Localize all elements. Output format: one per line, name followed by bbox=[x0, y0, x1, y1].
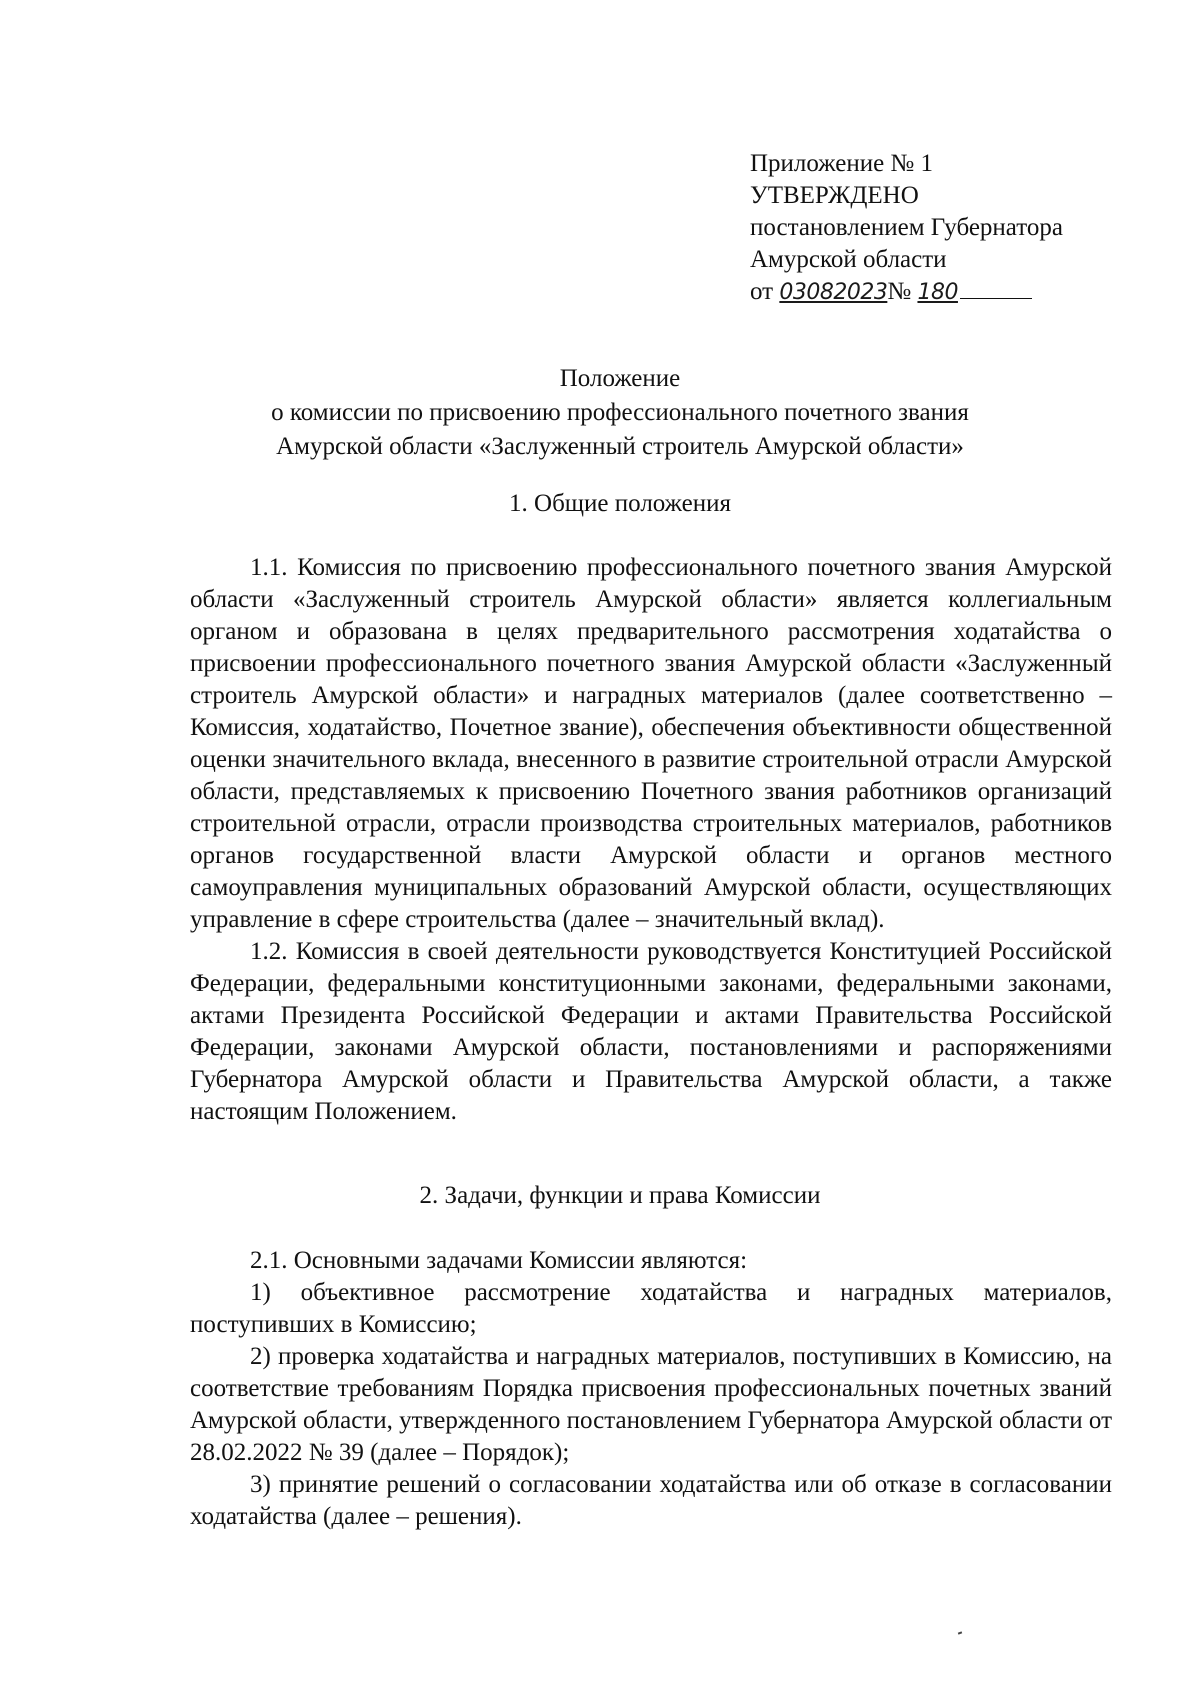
underline-blank bbox=[960, 298, 1032, 299]
paragraph-1-1: 1.1. Комиссия по присвоению профессионального почетного звания Амурской области «Заслуженный строитель Амурской области» является коллегиальным органом и образована в целях предварительного рассмотрения ходатайства о присвоении профессионального почетного звания Амурской области «Заслуженный строитель Амурской области» и наградных материалов (далее соответственно – Комиссия, ходатайство, Почетное звание), обеспечения объективности общественной оценки значительного вклада, внесенного в развитие строительной отрасли Амурской области, представляемых к присвоению Почетного звания работников организаций строительной отрасли, отрасли производства строительных материалов, работников органов государственной власти Амурской области и органов местного самоуправления муниципальных образований Амурской области, осуществляющих управление в сфере строительства (далее – значительный вклад). bbox=[190, 554, 1112, 933]
approval-date-line bbox=[750, 276, 1130, 309]
paragraph-2-1: 2.1. Основными задачами Комиссии являются: bbox=[250, 1247, 748, 1274]
approval-stamp-block bbox=[750, 148, 1130, 309]
task-item-1: 1) объективное рассмотрение ходатайства и наградных материалов, поступивших в Комиссию; bbox=[190, 1279, 1112, 1338]
title-line-3: Амурской области «Заслуженный строитель Амурской области» bbox=[276, 433, 964, 460]
approved-label: УТВЕРЖДЕНО bbox=[750, 182, 919, 209]
date-prefix: от bbox=[750, 278, 774, 305]
scan-speck bbox=[958, 1631, 962, 1634]
region-line: Амурской области bbox=[750, 246, 947, 273]
title-line-1: Положение bbox=[559, 365, 681, 392]
paragraph-1-2: 1.2. Комиссия в своей деятельности руководствуется Конституцией Российской Федерации, федеральными конституционными законами, федеральными законами, актами Президента Российской Федерации и актами Правительства Российской Федерации, законами Амурской области, постановлениями и распоряжениями Губернатора Амурской области и Правительства Амурской области, а также настоящим Положением. bbox=[190, 938, 1112, 1125]
task-item-2: 2) проверка ходатайства и наградных материалов, поступивших в Комиссию, на соответствие требованиям Порядка присвоения профессиональных почетных званий Амурской области, утвержденного постановлением Губернатора Амурской области от 28.02.2022 № 39 (далее – Порядок); bbox=[190, 1343, 1112, 1466]
approved-by-line: постановлением Губернатора bbox=[750, 214, 1063, 241]
section-1-heading: 1. Общие положения bbox=[509, 490, 731, 517]
document-title bbox=[140, 362, 1100, 464]
handwritten-date: 03082023 bbox=[779, 280, 888, 305]
section-2-body bbox=[190, 1245, 1112, 1533]
number-sign: № bbox=[887, 278, 912, 305]
section-1-body bbox=[190, 552, 1112, 1128]
title-line-2: о комиссии по присвоению профессионального почетного звания bbox=[271, 399, 969, 426]
task-item-3: 3) принятие решений о согласовании ходатайства или об отказе в согласовании ходатайства (далее – решения). bbox=[190, 1471, 1112, 1530]
section-2-heading: 2. Задачи, функции и права Комиссии bbox=[419, 1182, 821, 1209]
appendix-number: Приложение № 1 bbox=[750, 150, 934, 177]
handwritten-number: 180 bbox=[917, 280, 958, 305]
